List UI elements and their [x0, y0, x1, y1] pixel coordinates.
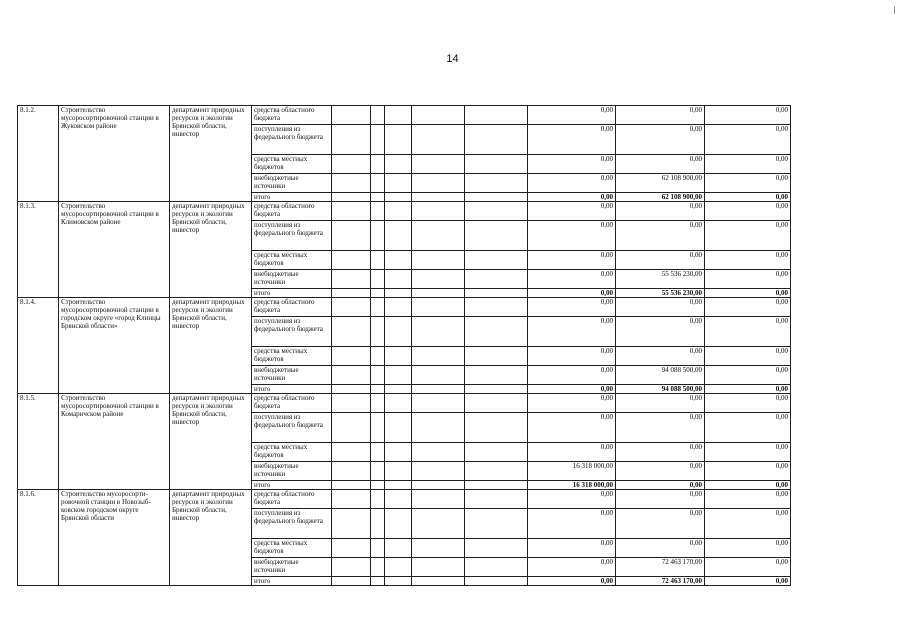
- empty-cell: [465, 317, 528, 347]
- empty-cell: [412, 394, 465, 413]
- empty-cell: [385, 289, 412, 298]
- empty-cell: [385, 462, 412, 481]
- empty-cell: [332, 155, 371, 174]
- funding-source-label: внебюджетные источники: [252, 174, 332, 193]
- amount-cell-year-3: 0,00: [705, 289, 791, 298]
- empty-cell: [412, 317, 465, 347]
- item-name: Строительство мусоросорти-ровочной станции в Новозыб-ковском городском округе Брянской области: [59, 490, 170, 586]
- amount-cell-year-1: 0,00: [528, 202, 616, 221]
- empty-cell: [332, 298, 371, 317]
- empty-cell: [465, 270, 528, 289]
- item-num: 8.1.3.: [18, 202, 59, 298]
- item-name: Строительство мусоросортировочной станции в городском округе «город Клинцы Брянской области»: [59, 298, 170, 394]
- amount-cell-year-1: 16 318 000,00: [528, 481, 616, 490]
- funding-source-label: внебюджетные источники: [252, 270, 332, 289]
- empty-cell: [465, 394, 528, 413]
- empty-cell: [385, 413, 412, 443]
- amount-cell-year-1: 0,00: [528, 385, 616, 394]
- amount-cell-year-3: 0,00: [705, 193, 791, 202]
- funding-source-label: средства областного бюджета: [252, 394, 332, 413]
- amount-cell-year-1: 0,00: [528, 577, 616, 586]
- empty-cell: [332, 106, 371, 125]
- amount-cell-year-2: 62 108 900,00: [616, 193, 705, 202]
- empty-cell: [412, 347, 465, 366]
- item-num: 8.1.6.: [18, 490, 59, 586]
- page-number: 14: [446, 53, 459, 65]
- amount-cell-year-2: 0,00: [616, 443, 705, 462]
- empty-cell: [332, 251, 371, 270]
- amount-cell-year-1: 0,00: [528, 298, 616, 317]
- amount-cell-year-1: 0,00: [528, 289, 616, 298]
- empty-cell: [332, 385, 371, 394]
- amount-cell-year-3: 0,00: [705, 539, 791, 558]
- empty-cell: [371, 385, 385, 394]
- empty-cell: [385, 174, 412, 193]
- empty-cell: [412, 462, 465, 481]
- funding-source-label: средства местных бюджетов: [252, 443, 332, 462]
- empty-cell: [385, 221, 412, 251]
- amount-cell-year-3: 0,00: [705, 174, 791, 193]
- empty-cell: [332, 202, 371, 221]
- amount-cell-year-2: 0,00: [616, 462, 705, 481]
- empty-cell: [332, 317, 371, 347]
- empty-cell: [371, 155, 385, 174]
- empty-cell: [371, 202, 385, 221]
- amount-cell-year-2: 0,00: [616, 509, 705, 539]
- amount-cell-year-3: 0,00: [705, 577, 791, 586]
- amount-cell-year-1: 0,00: [528, 125, 616, 155]
- empty-cell: [332, 462, 371, 481]
- empty-cell: [412, 385, 465, 394]
- funding-source-label: внебюджетные источники: [252, 366, 332, 385]
- amount-cell-year-2: 0,00: [616, 539, 705, 558]
- empty-cell: [385, 490, 412, 509]
- amount-cell-year-2: 72 463 170,00: [616, 577, 705, 586]
- empty-cell: [332, 539, 371, 558]
- empty-cell: [465, 539, 528, 558]
- empty-cell: [412, 125, 465, 155]
- empty-cell: [385, 251, 412, 270]
- empty-cell: [371, 509, 385, 539]
- empty-cell: [371, 394, 385, 413]
- amount-cell-year-1: 0,00: [528, 193, 616, 202]
- empty-cell: [412, 481, 465, 490]
- funding-source-label: итого: [252, 289, 332, 298]
- empty-cell: [465, 347, 528, 366]
- amount-cell-year-3: 0,00: [705, 413, 791, 443]
- empty-cell: [385, 202, 412, 221]
- amount-cell-year-2: 0,00: [616, 490, 705, 509]
- funding-source-label: поступления из федерального бюджета: [252, 509, 332, 539]
- item-executor: департамент природных ресурсов и экологии Брянской области, инвестор: [170, 394, 252, 490]
- amount-cell-year-1: 0,00: [528, 221, 616, 251]
- amount-cell-year-1: 0,00: [528, 490, 616, 509]
- amount-cell-year-3: 0,00: [705, 270, 791, 289]
- empty-cell: [412, 174, 465, 193]
- amount-cell-year-3: 0,00: [705, 558, 791, 577]
- item-name: Строительство мусоросортировочной станции в Климовском районе: [59, 202, 170, 298]
- empty-cell: [332, 558, 371, 577]
- amount-cell-year-2: 0,00: [616, 125, 705, 155]
- empty-cell: [465, 221, 528, 251]
- amount-cell-year-3: 0,00: [705, 443, 791, 462]
- amount-cell-year-2: 0,00: [616, 481, 705, 490]
- empty-cell: [371, 539, 385, 558]
- empty-cell: [385, 193, 412, 202]
- empty-cell: [465, 481, 528, 490]
- empty-cell: [385, 298, 412, 317]
- empty-cell: [412, 539, 465, 558]
- empty-cell: [465, 366, 528, 385]
- amount-cell-year-1: 0,00: [528, 509, 616, 539]
- empty-cell: [385, 509, 412, 539]
- empty-cell: [371, 481, 385, 490]
- funding-source-label: средства местных бюджетов: [252, 539, 332, 558]
- empty-cell: [371, 174, 385, 193]
- funding-source-label: средства местных бюджетов: [252, 155, 332, 174]
- empty-cell: [332, 481, 371, 490]
- empty-cell: [332, 289, 371, 298]
- empty-cell: [385, 558, 412, 577]
- empty-cell: [371, 289, 385, 298]
- empty-cell: [385, 577, 412, 586]
- funding-source-label: средства областного бюджета: [252, 202, 332, 221]
- empty-cell: [371, 193, 385, 202]
- funding-source-label: итого: [252, 385, 332, 394]
- empty-cell: [465, 174, 528, 193]
- empty-cell: [412, 558, 465, 577]
- funding-source-label: итого: [252, 193, 332, 202]
- amount-cell-year-3: 0,00: [705, 509, 791, 539]
- amount-cell-year-3: 0,00: [705, 298, 791, 317]
- empty-cell: [412, 155, 465, 174]
- empty-cell: [385, 539, 412, 558]
- item-executor: департамент природных ресурсов и экологии Брянской области, инвестор: [170, 202, 252, 298]
- empty-cell: [412, 106, 465, 125]
- empty-cell: [412, 202, 465, 221]
- empty-cell: [465, 202, 528, 221]
- amount-cell-year-2: 0,00: [616, 317, 705, 347]
- empty-cell: [332, 509, 371, 539]
- empty-cell: [465, 509, 528, 539]
- amount-cell-year-2: 0,00: [616, 394, 705, 413]
- amount-cell-year-3: 0,00: [705, 125, 791, 155]
- empty-cell: [332, 347, 371, 366]
- funding-source-label: средства местных бюджетов: [252, 251, 332, 270]
- amount-cell-year-1: 0,00: [528, 443, 616, 462]
- funding-source-label: средства областного бюджета: [252, 298, 332, 317]
- scan-edge-mark: [894, 6, 895, 14]
- empty-cell: [385, 385, 412, 394]
- empty-cell: [332, 490, 371, 509]
- item-executor: департамент природных ресурсов и экологии Брянской области, инвестор: [170, 106, 252, 202]
- empty-cell: [465, 125, 528, 155]
- amount-cell-year-2: 0,00: [616, 298, 705, 317]
- amount-cell-year-3: 0,00: [705, 394, 791, 413]
- empty-cell: [371, 490, 385, 509]
- amount-cell-year-3: 0,00: [705, 481, 791, 490]
- empty-cell: [412, 270, 465, 289]
- item-executor: департамент природных ресурсов и экологии Брянской области, инвестор: [170, 298, 252, 394]
- item-num: 8.1.5.: [18, 394, 59, 490]
- empty-cell: [412, 251, 465, 270]
- table-row: [18, 106, 791, 125]
- funding-source-label: поступления из федерального бюджета: [252, 221, 332, 251]
- empty-cell: [371, 221, 385, 251]
- empty-cell: [412, 366, 465, 385]
- empty-cell: [332, 174, 371, 193]
- amount-cell-year-3: 0,00: [705, 202, 791, 221]
- amount-cell-year-2: 72 463 170,00: [616, 558, 705, 577]
- funding-source-label: поступления из федерального бюджета: [252, 125, 332, 155]
- empty-cell: [465, 413, 528, 443]
- empty-cell: [412, 298, 465, 317]
- empty-cell: [332, 221, 371, 251]
- empty-cell: [371, 413, 385, 443]
- empty-cell: [332, 366, 371, 385]
- table-row: [18, 490, 791, 509]
- amount-cell-year-1: 0,00: [528, 394, 616, 413]
- amount-cell-year-2: 55 536 230,00: [616, 289, 705, 298]
- amount-cell-year-3: 0,00: [705, 462, 791, 481]
- amount-cell-year-3: 0,00: [705, 106, 791, 125]
- empty-cell: [465, 490, 528, 509]
- table-row: [18, 202, 791, 221]
- empty-cell: [371, 298, 385, 317]
- empty-cell: [465, 385, 528, 394]
- item-name: Строительство мусоросортировочной станции в Комаричском районе: [59, 394, 170, 490]
- amount-cell-year-1: 0,00: [528, 106, 616, 125]
- amount-cell-year-2: 94 088 500,00: [616, 366, 705, 385]
- empty-cell: [412, 490, 465, 509]
- empty-cell: [332, 577, 371, 586]
- empty-cell: [412, 577, 465, 586]
- empty-cell: [465, 289, 528, 298]
- empty-cell: [371, 558, 385, 577]
- amount-cell-year-1: 0,00: [528, 155, 616, 174]
- amount-cell-year-1: 0,00: [528, 558, 616, 577]
- empty-cell: [385, 155, 412, 174]
- funding-source-label: средства областного бюджета: [252, 106, 332, 125]
- empty-cell: [385, 106, 412, 125]
- amount-cell-year-1: 0,00: [528, 347, 616, 366]
- empty-cell: [385, 366, 412, 385]
- item-executor: департамент природных ресурсов и экологии Брянской области, инвестор: [170, 490, 252, 586]
- empty-cell: [332, 270, 371, 289]
- table-row: [18, 298, 791, 317]
- empty-cell: [465, 462, 528, 481]
- empty-cell: [332, 125, 371, 155]
- empty-cell: [371, 270, 385, 289]
- empty-cell: [371, 366, 385, 385]
- empty-cell: [385, 270, 412, 289]
- amount-cell-year-3: 0,00: [705, 251, 791, 270]
- empty-cell: [332, 413, 371, 443]
- empty-cell: [332, 443, 371, 462]
- amount-cell-year-3: 0,00: [705, 347, 791, 366]
- empty-cell: [385, 394, 412, 413]
- empty-cell: [465, 106, 528, 125]
- funding-source-label: поступления из федерального бюджета: [252, 317, 332, 347]
- funding-source-label: итого: [252, 481, 332, 490]
- amount-cell-year-3: 0,00: [705, 366, 791, 385]
- amount-cell-year-1: 0,00: [528, 317, 616, 347]
- empty-cell: [465, 443, 528, 462]
- amount-cell-year-2: 55 536 230,00: [616, 270, 705, 289]
- empty-cell: [332, 394, 371, 413]
- funding-source-label: средства местных бюджетов: [252, 347, 332, 366]
- amount-cell-year-2: 0,00: [616, 251, 705, 270]
- empty-cell: [385, 125, 412, 155]
- budget-table: [17, 105, 791, 586]
- amount-cell-year-1: 0,00: [528, 413, 616, 443]
- empty-cell: [385, 317, 412, 347]
- empty-cell: [412, 193, 465, 202]
- item-num: 8.1.2.: [18, 106, 59, 202]
- empty-cell: [371, 106, 385, 125]
- empty-cell: [465, 193, 528, 202]
- funding-source-label: средства областного бюджета: [252, 490, 332, 509]
- empty-cell: [371, 577, 385, 586]
- empty-cell: [371, 347, 385, 366]
- item-num: 8.1.4.: [18, 298, 59, 394]
- amount-cell-year-1: 16 318 000,00: [528, 462, 616, 481]
- funding-source-label: внебюджетные источники: [252, 462, 332, 481]
- item-name: Строительство мусоросортировочной станции в Жуковском районе: [59, 106, 170, 202]
- empty-cell: [332, 193, 371, 202]
- table-row: [18, 394, 791, 413]
- amount-cell-year-3: 0,00: [705, 221, 791, 251]
- amount-cell-year-1: 0,00: [528, 539, 616, 558]
- funding-source-label: внебюджетные источники: [252, 558, 332, 577]
- empty-cell: [371, 125, 385, 155]
- empty-cell: [465, 577, 528, 586]
- amount-cell-year-1: 0,00: [528, 270, 616, 289]
- amount-cell-year-2: 0,00: [616, 347, 705, 366]
- amount-cell-year-2: 0,00: [616, 202, 705, 221]
- empty-cell: [385, 347, 412, 366]
- amount-cell-year-2: 62 108 900,00: [616, 174, 705, 193]
- empty-cell: [412, 221, 465, 251]
- amount-cell-year-2: 0,00: [616, 106, 705, 125]
- amount-cell-year-3: 0,00: [705, 155, 791, 174]
- empty-cell: [412, 443, 465, 462]
- empty-cell: [465, 155, 528, 174]
- empty-cell: [465, 298, 528, 317]
- empty-cell: [465, 251, 528, 270]
- empty-cell: [371, 443, 385, 462]
- empty-cell: [412, 289, 465, 298]
- amount-cell-year-2: 94 088 500,00: [616, 385, 705, 394]
- amount-cell-year-3: 0,00: [705, 490, 791, 509]
- empty-cell: [465, 558, 528, 577]
- amount-cell-year-1: 0,00: [528, 366, 616, 385]
- amount-cell-year-1: 0,00: [528, 174, 616, 193]
- funding-source-label: поступления из федерального бюджета: [252, 413, 332, 443]
- amount-cell-year-2: 0,00: [616, 221, 705, 251]
- empty-cell: [371, 462, 385, 481]
- amount-cell-year-1: 0,00: [528, 251, 616, 270]
- empty-cell: [371, 251, 385, 270]
- amount-cell-year-3: 0,00: [705, 317, 791, 347]
- empty-cell: [371, 317, 385, 347]
- empty-cell: [385, 443, 412, 462]
- amount-cell-year-2: 0,00: [616, 155, 705, 174]
- empty-cell: [412, 413, 465, 443]
- empty-cell: [412, 509, 465, 539]
- amount-cell-year-2: 0,00: [616, 413, 705, 443]
- funding-source-label: итого: [252, 577, 332, 586]
- amount-cell-year-3: 0,00: [705, 385, 791, 394]
- empty-cell: [385, 481, 412, 490]
